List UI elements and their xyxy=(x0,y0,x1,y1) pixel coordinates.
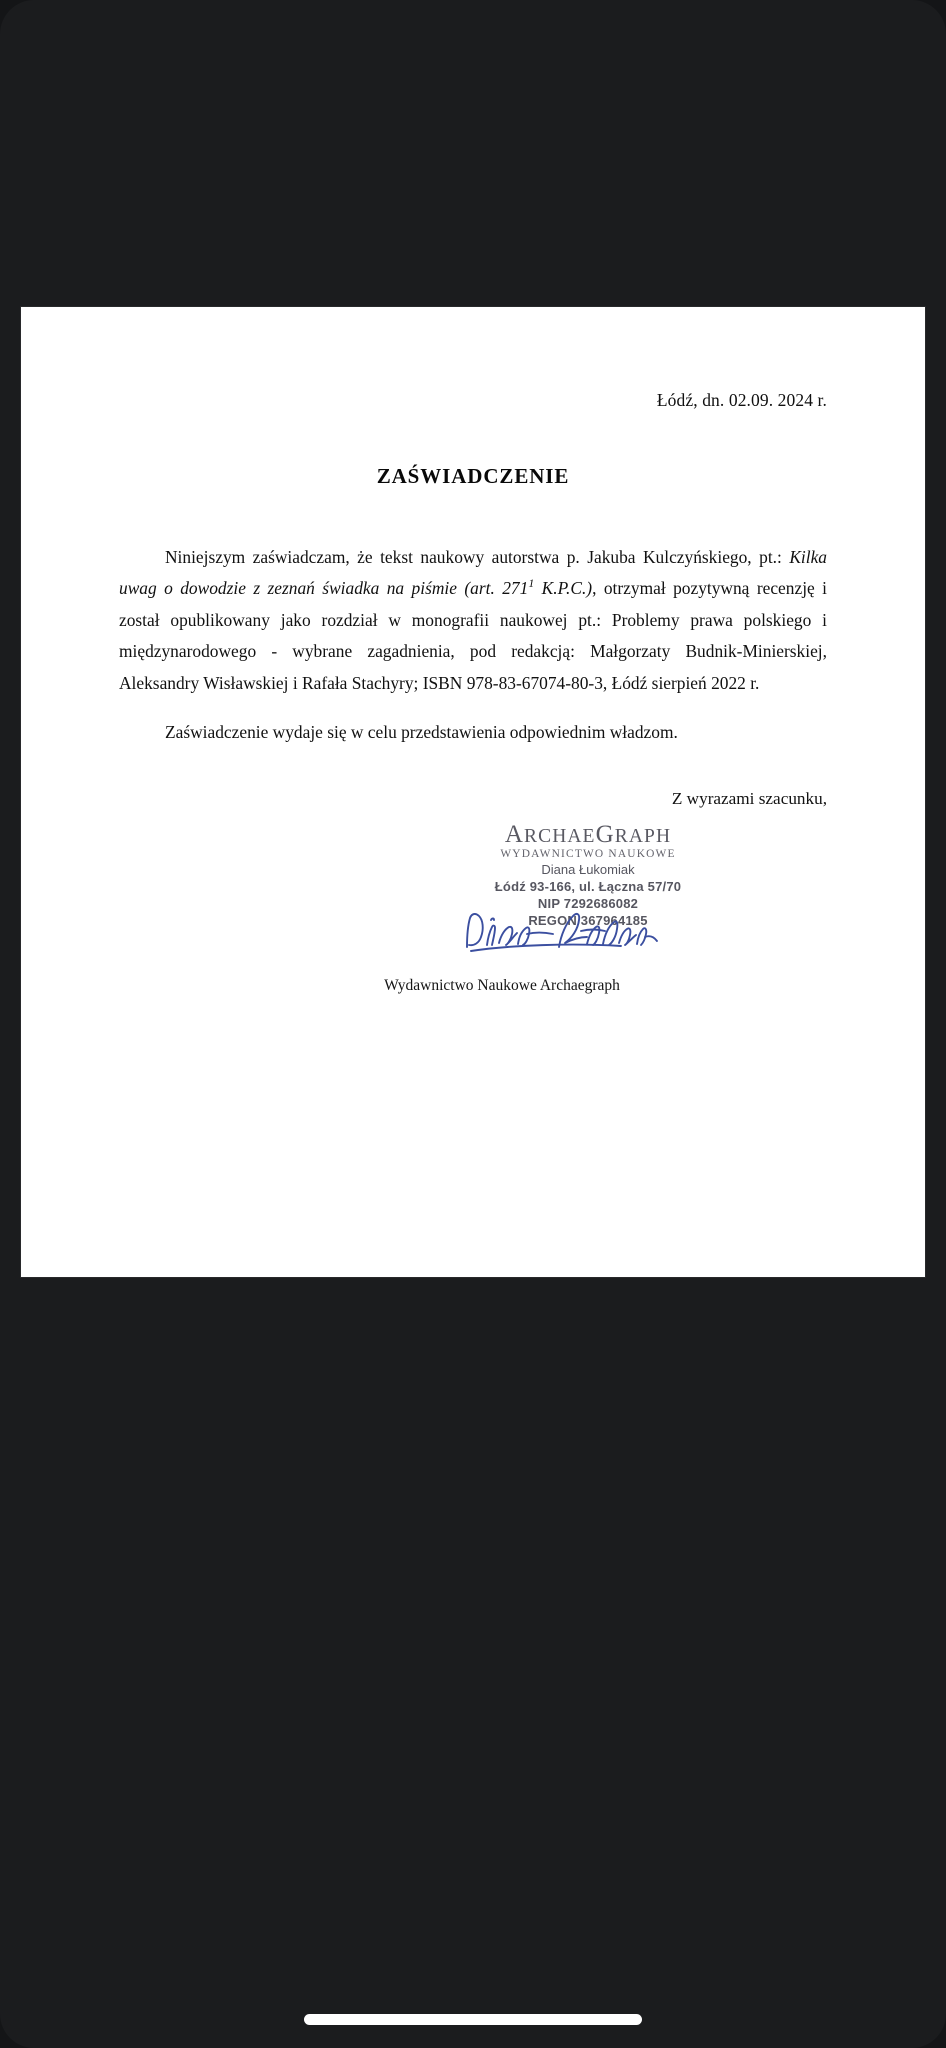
document-page[interactable] xyxy=(21,307,925,1277)
work-title-superscript: 1 xyxy=(528,576,535,591)
publisher-signature-line: Wydawnictwo Naukowe Archaegraph xyxy=(384,977,620,994)
certificate-paragraph xyxy=(119,542,827,699)
home-indicator[interactable] xyxy=(304,2014,642,2025)
document-page-content xyxy=(21,307,925,1277)
stamp-subtitle: WYDAWNICTWO NAUKOWE xyxy=(500,848,676,860)
page-title: ZAŚWIADCZENIE xyxy=(376,464,570,488)
stamp-address: Łódź 93-166, ul. Łączna 57/70 xyxy=(494,879,682,894)
stamp-brand-g: G xyxy=(595,821,615,848)
stamp-owner-name: Diana Łukomiak xyxy=(541,862,635,877)
work-title-italic: Kilka uwag o dowodzie z zeznań świadka na piśmie (art. 271 xyxy=(119,547,827,599)
stamp-brand-rchae: RCHAE xyxy=(523,826,596,847)
closing-salutation: Z wyrazami szacunku, xyxy=(671,789,827,808)
stamp-regon: REGON 367964185 xyxy=(528,913,648,928)
publisher-stamp xyxy=(458,822,718,928)
document-date: Łódź, dn. 02.09. 2024 r. xyxy=(656,390,827,410)
stamp-nip: NIP 7292686082 xyxy=(537,896,639,911)
stamp-brand-raph: RAPH xyxy=(614,826,672,847)
work-title-italic-tail: K.P.C.) xyxy=(534,578,593,599)
paragraph-remainder: , otrzymał pozytywną recenzję i został opublikowany jako rozdział w monografii naukowej pt.: Problemy prawa polskiego i międzynarodowego - wybrane zagadnienia, pod redakcją: Małgorzaty Budnik-Minierskiej, Aleksandry Wisławskiej i Rafała Stachyry; ISBN 978-83-67074-80-3, Łódź sierpień 2022 r. xyxy=(119,578,827,693)
paragraph-lead: Niniejszym zaświadczam, że tekst naukowy autorstwa p. Jakuba Kulczyńskiego, pt.: xyxy=(165,547,790,567)
stamp-brand-a: A xyxy=(504,821,524,848)
purpose-statement: Zaświadczenie wydaje się w celu przedstawienia odpowiednim władzom. xyxy=(165,722,678,742)
body-text-block xyxy=(119,542,827,699)
stamp-brand-name xyxy=(458,822,718,847)
